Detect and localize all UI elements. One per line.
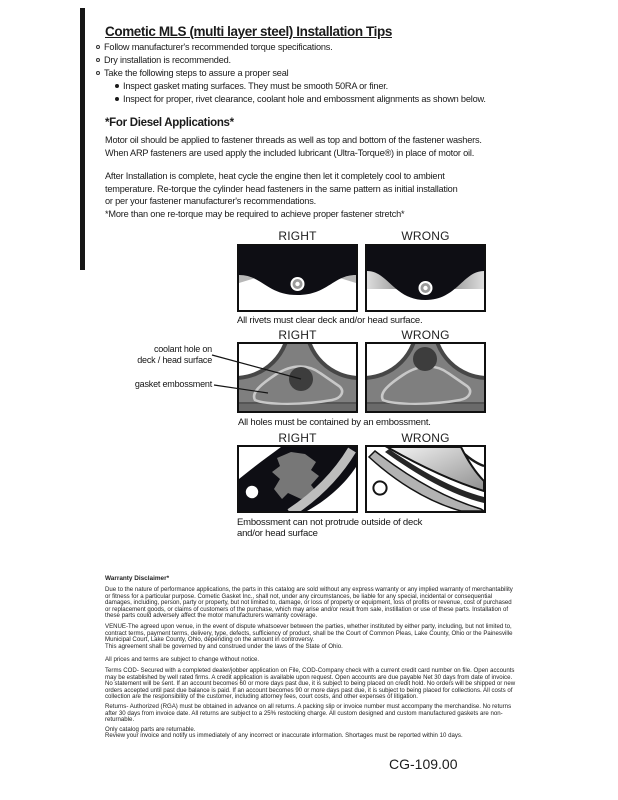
diesel-applications-heading: *For Diesel Applications* [105, 117, 234, 129]
page-edge-mark [80, 8, 85, 270]
paragraph-line: temperature. Re-torque the cylinder head fasteners in the same pattern as initial installation [105, 183, 458, 194]
right-label: RIGHT [278, 431, 317, 445]
open-bullet-icon [96, 71, 100, 75]
rivet-right-diagram [237, 244, 358, 312]
wrong-label: WRONG [401, 431, 450, 445]
governing-law-line: This agreement shall be governed by and construed under the laws of the State of Ohio. [105, 643, 343, 650]
page-number: CG-109.00 [389, 756, 458, 772]
open-bullet-icon [96, 45, 100, 49]
review-invoice-line: Review your invoice and notify us immediately of any incorrect or inaccurate information. Shortages must be reported within 10 days. [105, 732, 463, 739]
caption-line: and/or head surface [237, 528, 318, 539]
bullet-text: Take the following steps to assure a proper seal [104, 67, 289, 78]
warranty-paragraph: Due to the nature of performance applications, the parts in this catalog are sold without any express warranty or any implied warranty of merchantability or fitness for a particular purpose. Cometic Gasket Inc., shall not, under any circumstances, be liable for any special, incidental or consequential damages, including, person, party or property, but not limited to, damage, or loss of property or equipment, loss of profits or revenue, cost of purchased or replacement goods, or claims of customers of the purchase, which may arise and/or result from sale, instillation or use of these parts. Installation of these parts could adversely affect the motor manufacturers warranty coverage. [105, 586, 513, 620]
list-item [96, 43, 566, 53]
rivet-wrong-diagram [365, 244, 486, 312]
returns-paragraph: Returns- Authorized (RGA) must be obtained in advance on all returns. A packing slip or invoice number must accompany the merchandise. No returns after 30 days from invoice date. All returns are subject to a 25% restocking charge. All custom designed and custom manufactured gaskets are non-returnable. [105, 703, 512, 724]
list-item [96, 69, 566, 79]
paragraph-line: After Installation is complete, heat cycle the engine then let it completely cool to ambient [105, 171, 445, 181]
bullet-text: Dry installation is recommended. [104, 54, 231, 65]
protrusion-right-diagram [237, 445, 358, 513]
embossment-wrong-diagram [365, 342, 486, 413]
wrong-label: WRONG [401, 229, 450, 243]
rivet-caption: All rivets must clear deck and/or head surface. [237, 315, 423, 326]
right-label: RIGHT [278, 229, 317, 243]
annotation-line: deck / head surface [137, 354, 212, 365]
list-item [115, 95, 566, 105]
warranty-heading: Warranty Disclaimer* [105, 575, 170, 582]
diesel-paragraph-2 [105, 170, 535, 208]
venue-paragraph: VENUE-The agreed upon venue, in the event of dispute whatsoever between the parties, whether instituted by either party, including, but not limited to, contract terms, payment terms, delivery, type, defects, sufficiency of product, shall be the Court of Common Pleas, Lake County, Ohio or the Painesville Municipal Court, Lake County, Ohio, depending on the amount in controversy. [105, 623, 513, 644]
diesel-paragraph-1 [105, 134, 535, 159]
protrusion-wrong-diagram [365, 445, 486, 513]
tips-list [96, 43, 566, 108]
paragraph-line: Motor oil should be applied to fastener threads as well as top and bottom of the fastener washers. [105, 135, 482, 145]
page-title: Cometic MLS (multi layer steel) Installation Tips [105, 24, 392, 39]
wrong-label: WRONG [401, 328, 450, 342]
bullet-text: Inspect for proper, rivet clearance, coolant hole and embossment alignments as shown below. [123, 93, 486, 104]
open-bullet-icon [96, 58, 100, 62]
embossment-right-diagram [237, 342, 358, 413]
holes-caption: All holes must be contained by an embossment. [238, 417, 431, 428]
filled-bullet-icon [115, 84, 119, 88]
list-item [96, 56, 566, 66]
caption-line: Embossment can not protrude outside of deck [237, 517, 423, 528]
bullet-text: Inspect gasket mating surfaces. They must be smooth 50RA or finer. [123, 80, 388, 91]
prices-line: All prices and terms are subject to change without notice. [105, 656, 260, 663]
paragraph-line: When ARP fasteners are used apply the included lubricant (Ultra-Torque®) in place of motor oil. [105, 147, 475, 158]
right-label: RIGHT [278, 328, 317, 342]
gasket-embossment-annotation: gasket embossment [134, 379, 212, 389]
paragraph-line: or per your fastener manufacturer's recommendations. [105, 196, 316, 207]
bullet-text: Follow manufacturer's recommended torque specifications. [104, 42, 333, 52]
filled-bullet-icon [115, 97, 119, 101]
terms-paragraph: Terms COD- Secured with a completed dealer/jobber application on File, COD-Company check with a current credit card number on file. Open accounts may be established by well rated firms. A credit application is available upon request. Open accounts are due payable Net 30 days from date of invoice. No statement will be sent. If an account becomes 60 or more days past due, it is subject to being placed on credit hold. No orders will be shipped or new orders accepted until past due balance is paid. If an account becomes 90 or more days past due, it is subject to being placed for collections. All costs of collection are the responsibility of the customer, including attorney fees, court costs, and other expenses of litigation. [105, 667, 516, 701]
catalog-parts-line: Only catalog parts are returnable. [105, 726, 196, 733]
retorque-note: *More than one re-torque may be required to achieve proper fastener stretch* [105, 209, 405, 219]
protrusion-caption [237, 517, 487, 539]
list-item [115, 82, 566, 92]
annotation-line: coolant hole on [153, 344, 212, 354]
coolant-hole-annotation [108, 344, 212, 365]
